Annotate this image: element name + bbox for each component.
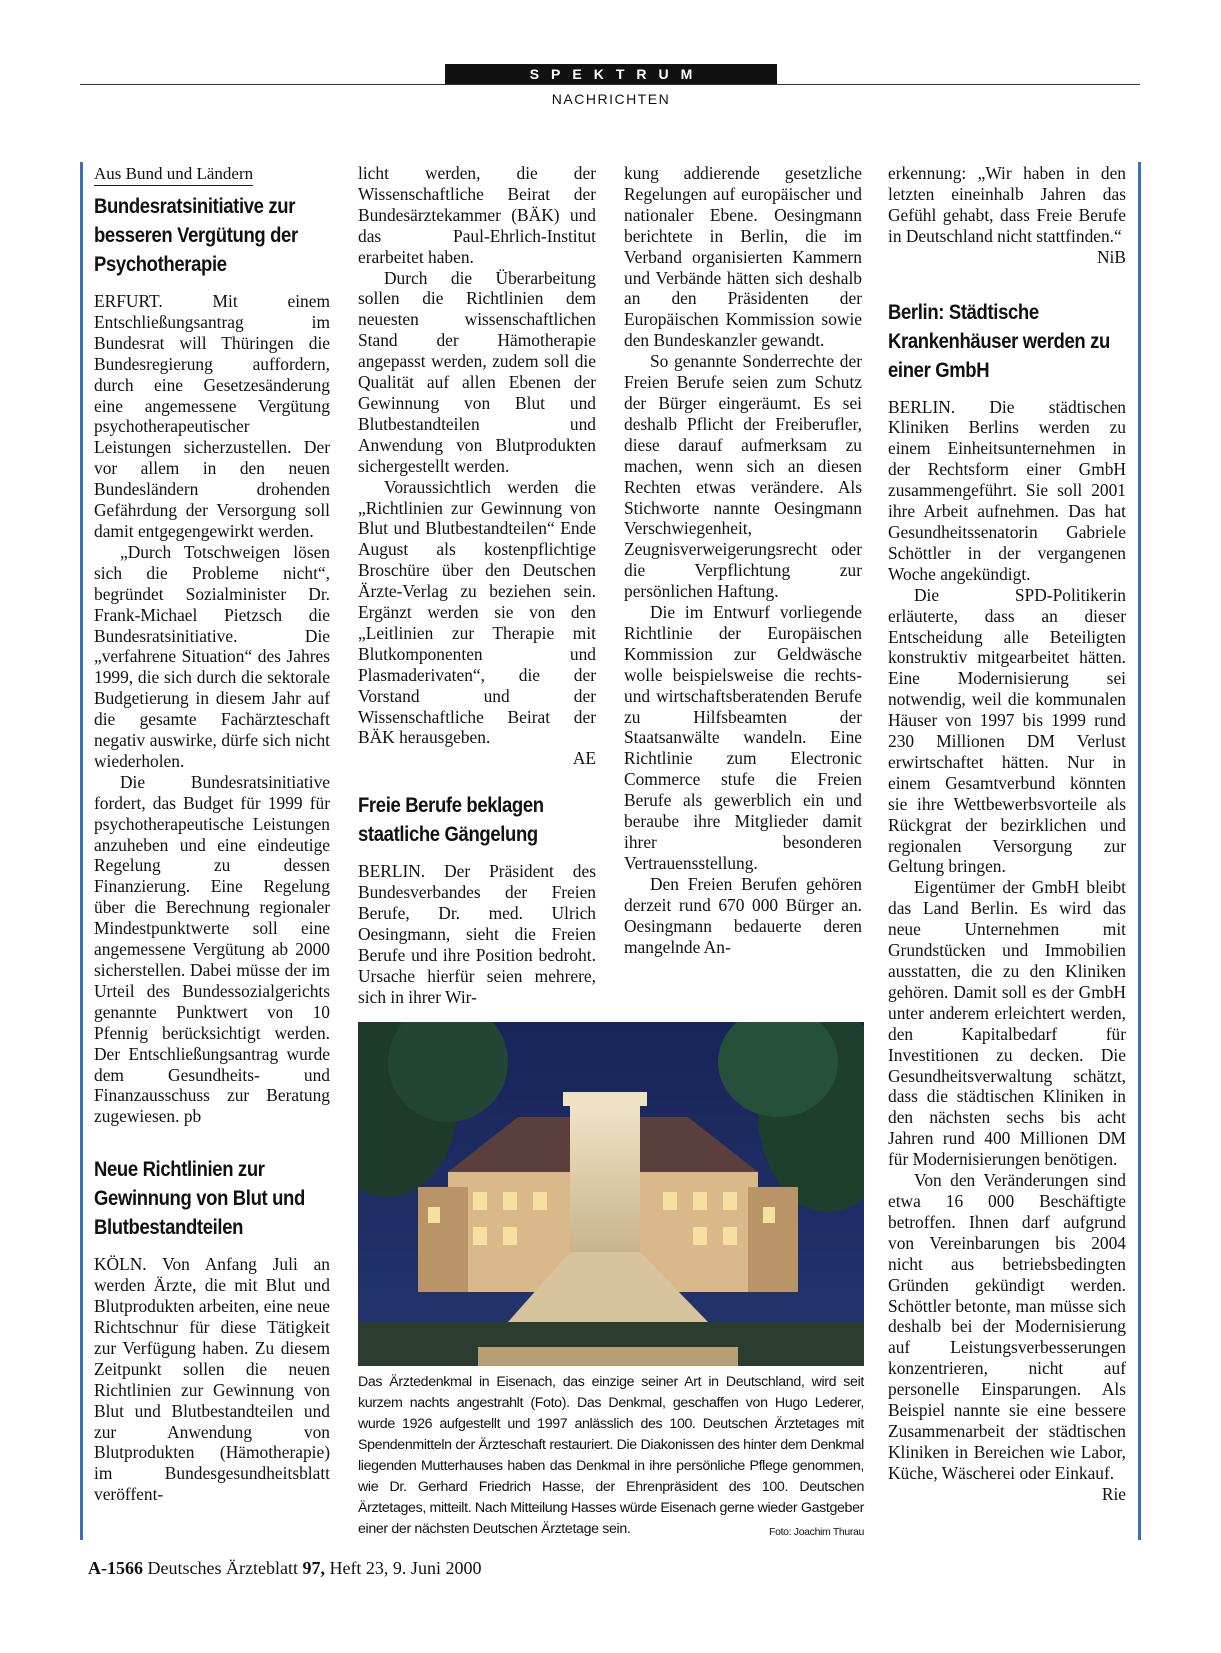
journal-name: Deutsches Ärzteblatt [147, 1558, 298, 1578]
article-paragraph: „Durch Totschweigen lösen sich die Probleme nicht“, begründet Sozialminister Dr. Frank-Michael Pietzsch die Bundesratsinitiative. Die „verfahrene Situation“ des Jahres 1999, die sich durch die sektorale Budgetierung in diesem Jahr auf die gesamte Fachärzteschaft negativ auswirke, dürfe sich nicht wiederholen. [94, 541, 330, 771]
article-paragraph: Die im Entwurf vorliegende Richtlinie der Europäischen Kommission zur Geldwäsche wolle beispielsweise die rechts- und wirtschaftsberatenden Berufe zu Hilfsbeamten der Staatsanwälte wandeln. Eine Richtlinie zum Electronic Commerce stufe die Freien Berufe als gewerblich ein und beraube ihre Mitglieder damit ihrer besonderen Vertrauensstellung. [624, 602, 862, 873]
header-rule [80, 84, 1140, 85]
article-paragraph: ERFURT. Mit einem Entschließungsantrag im Bundesrat will Thüringen die Bundesregierung auffordern, durch eine Gesetzesänderung eine angemessene Vergütung psychotherapeutischer Leistungen sicherzustellen. Der vor allem in den neuen Bundesländern drohenden Gefährdung der Versorgung soll damit entgegengewirkt werden. [94, 291, 330, 541]
article-paragraph: So genannte Sonderrechte der Freien Berufe seien zum Schutz der Bürger eingeräumt. Es sei deshalb Pflicht der Freiberufler, diese darauf aufmerksam zu machen, wenn sich an diesen Rechten etwas verändere. Als Stichworte nannte Oesingmann Verschwiegenheit, Zeugnisverweigerungsrecht oder die Verpflichtung zur persönlichen Haftung. [624, 351, 862, 602]
author-sign: NiB [1097, 246, 1126, 267]
article-headline: Bundesratsinitiative zur besseren Vergütung der Psychotherapie [94, 195, 298, 276]
page-number: A-1566 [88, 1558, 143, 1578]
column-1 [94, 163, 330, 1505]
article-paragraph: BERLIN. Die städtischen Kliniken Berlins werden zu einem Einheitsunternehmen in der Rechtsform einer GmbH zusammengeführt. Sie soll 2001 ihre Arbeit aufnehmen. Das hat Gesundheitssenatorin Gabriele Schöttler in der vergangenen Woche angekündigt. [888, 396, 1126, 584]
page-footer [88, 1558, 481, 1579]
photo-credit: Foto: Joachim Thurau [769, 1526, 864, 1538]
author-sign: Rie [1101, 1483, 1126, 1504]
column-4 [888, 163, 1126, 1505]
article-paragraph: Eigentümer der GmbH bleibt das Land Berlin. Es wird das neue Unternehmen mit Grundstücken und Immobilien ausstatten, die zu den Kliniken gehören. Damit soll es der GmbH unter anderem erleichtert werden, den Kapitalbedarf für Investitionen zu decken. Die Gesundheitsverwaltung schätzt, dass die städtischen Kliniken in den nächsten sechs bis acht Jahren rund 400 Millionen DM für Modernisierungen benötigen. [888, 877, 1126, 1170]
issue-info: Heft 23, 9. Juni 2000 [329, 1558, 482, 1578]
article-paragraph: erkennung: „Wir haben in den letzten eineinhalb Jahren das Gefühl gehabt, dass Freie Berufe in Deutschland nicht stattfinden.“ [888, 163, 1126, 246]
article-paragraph: Die Bundesratsinitiative fordert, das Budget für 1999 für psychotherapeutische Leistungen anzuheben und eine eindeutige Regelung zu dessen Finanzierung. Eine Regelung über die Berechnung regionaler Mindestpunktwerte soll eine angemessene Vergütung ab 2000 sicherstellen. Dabei müsse der im Urteil des Bundessozialgerichts genannte Punktwert von 10 Pfennig berücksichtigt werden. Der Entschließungsantrag wurde dem Gesundheits- und Finanzausschuss zur Beratung zugewiesen. pb [94, 771, 330, 1127]
rubric-label: Aus Bund und Ländern [94, 164, 253, 186]
article-paragraph: Den Freien Berufen gehören derzeit rund 670 000 Bürger an. Oesingmann bedauerte deren mangelnde An- [624, 873, 862, 957]
article-headline: Freie Berufe beklagen staatliche Gängelung [358, 794, 544, 847]
article-paragraph: kung addierende gesetzliche Regelungen auf europäischer und nationaler Ebene. Oesingmann berichtete in Berlin, die im Verband organisierten Kammern und Verbände hätten sich deshalb an den Präsidenten der Europäischen Kommission sowie den Bundeskanzler gewandt. [624, 163, 862, 351]
photo-caption [358, 1372, 864, 1543]
article-paragraph: KÖLN. Von Anfang Juli an werden Ärzte, die mit Blut und Blutprodukten arbeiten, eine neue Richtschnur für diese Tätigkeit zur Verfügung haben. Zu diesem Zeitpunkt sollen die neuen Richtlinien zur Gewinnung von Blut und Blutbestandteilen und zur Anwendung von Blutprodukten (Hämotherapie) im Bundesgesundheitsblatt veröffent- [94, 1254, 330, 1505]
caption-text: Das Ärztedenkmal in Eisenach, das einzige seiner Art in Deutschland, wird seit kurzem nachts angestrahlt (Foto). Das Denkmal, geschaffen von Hugo Lederer, wurde 1926 aufgestellt und 1997 anlässlich des 100. Deutschen Ärztetages mit Spendenmitteln der Ärzteschaft restauriert. Die Diakonissen des hinter dem Denkmal liegenden Mutterhauses haben das Denkmal in ihre persönliche Pflege genommen, wie Dr. Gerhard Friedrich Hasse, der Ehrenpräsident des 100. Deutschen Ärztetages, mitteilt. Nach Mitteilung Hasses würde Eisenach gerne wieder Gastgeber einer der nächsten Deutschen Ärztetage sein. [358, 1374, 864, 1537]
article-paragraph: Die SPD-Politikerin erläuterte, dass an dieser Entscheidung alle Beteiligten konstruktiv mitgearbeitet hätten. Eine Modernisierung sei notwendig, weil die kommunalen Häuser von 1997 bis 1999 rund 230 Millionen DM Verlust erwirtschaftet hätten. Nur in einem Gesamtverbund könnten sie ihre Wettbewerbsvorteile als Rückgrat der bezirklichen und regionalen Versorgung zur Geltung bringen. [888, 584, 1126, 877]
article-headline: Berlin: Städtische Krankenhäuser werden zu einer GmbH [888, 300, 1110, 382]
article-paragraph: Durch die Überarbeitung sollen die Richtlinien dem neuesten wissenschaftlichen Stand der Hämotherapie angepasst werden, zudem soll die Qualität auf allen Ebenen der Gewinnung von Blut und Blutbestandteilen und Anwendung von Blutprodukten sichergestellt werden. [358, 267, 596, 476]
column-3 [624, 163, 862, 957]
volume-number: 97, [302, 1558, 325, 1578]
article-paragraph: licht werden, die der Wissenschaftliche Beirat der Bundesärztekammer (BÄK) und das Paul-Ehrlich-Institut erarbeitet haben. [358, 163, 596, 267]
column-2 [358, 163, 596, 1008]
right-accent-bar [1138, 162, 1141, 1540]
left-accent-bar [80, 162, 83, 1540]
article-paragraph: BERLIN. Der Präsident des Bundesverbandes der Freien Berufe, Dr. med. Ulrich Oesingmann, sieht die Freien Berufe und ihre Position bedroht. Ursache hierfür seien mehrere, sich in ihrer Wir- [358, 861, 596, 1007]
author-sign: AE [572, 748, 596, 769]
section-label: SPEKTRUM [445, 64, 777, 84]
monument-photo [358, 1022, 864, 1366]
subsection-label: NACHRICHTEN [551, 91, 671, 107]
article-paragraph: Von den Veränderungen sind etwa 16 000 Beschäftigte betroffen. Ihnen darf aufgrund von Vereinbarungen bis 2004 nicht aus betriebsbedingten Gründen gekündigt werden. Schöttler betonte, man müsse sich deshalb bei der Modernisierung auf Leistungsverbesserungen konzentrieren, nicht auf personelle Einsparungen. Als Beispiel nannte sie eine bessere Zusammenarbeit der städtischen Kliniken in Bereichen wie Labor, Küche, Wäscherei oder Einkauf. [888, 1170, 1126, 1483]
article-paragraph: Voraussichtlich werden die „Richtlinien zur Gewinnung von Blut und Blutbestandteilen“ Ende August als kostenpflichtige Broschüre über den Deutschen Ärzte-Verlag zu beziehen sein. Ergänzt werden sie von den „Leitlinien zur Therapie mit Blutkomponenten und Plasmaderivaten“, die der Vorstand und der Wissenschaftliche Beirat der BÄK herausgeben. [358, 476, 596, 748]
article-headline: Neue Richtlinien zur Gewinnung von Blut und Blutbestandteilen [94, 1158, 305, 1240]
monument-illustration [358, 1022, 864, 1366]
